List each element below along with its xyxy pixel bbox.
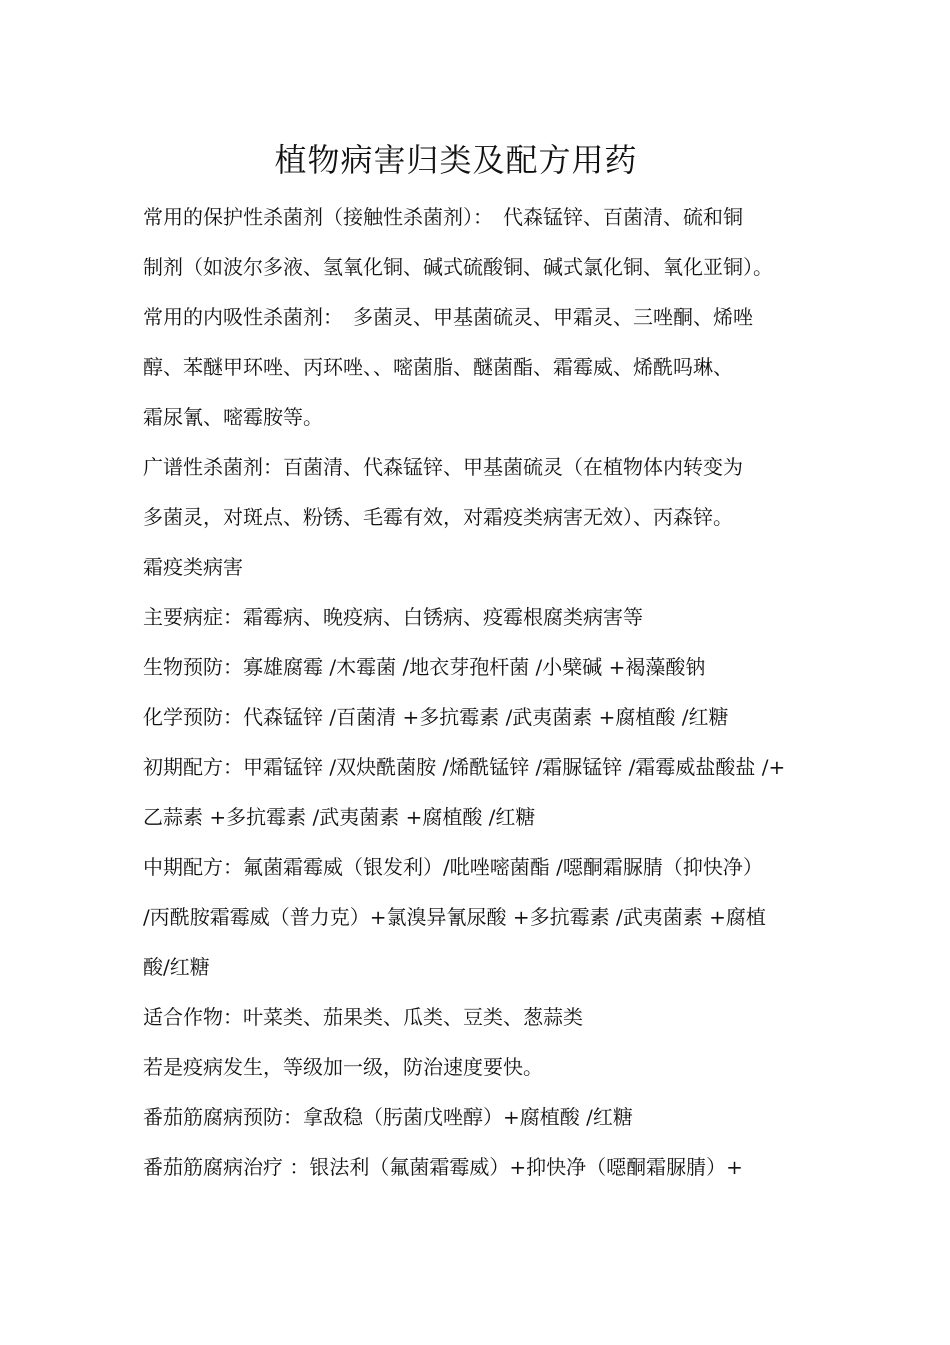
section-heading: 霜疫类病害 (143, 555, 243, 579)
text-line: 制剂（如波尔多液、氢氧化铜、碱式硫酸铜、碱式氯化铜、氧化亚铜）。 (143, 255, 773, 279)
text-line: 主要病症：霜霉病、晚疫病、白锈病、疫霉根腐类病害等 (143, 605, 643, 629)
text-line: /丙酰胺霜霉威（普力克）+氯溴异氰尿酸 +多抗霉素 /武夷菌素 +腐植 (143, 905, 766, 929)
text-line: 广谱性杀菌剂：百菌清、代森锰锌、甲基菌硫灵（在植物体内转变为 (143, 455, 743, 479)
text-line: 中期配方：氟菌霜霉威（银发利）/吡唑嘧菌酯 /噁酮霜脲腈（抑快净） (143, 855, 763, 879)
text-line: 番茄筋腐病预防：拿敌稳（肟菌戊唑醇）+腐植酸 /红糖 (143, 1105, 633, 1129)
text-line: 多菌灵，对斑点、粉锈、毛霉有效，对霜疫类病害无效）、丙森锌。 (143, 505, 733, 529)
text-line: 若是疫病发生，等级加一级，防治速度要快。 (143, 1055, 543, 1079)
text-line: 番茄筋腐病治疗 ：银法利（氟菌霜霉威）+抑快净（噁酮霜脲腈）+ (143, 1155, 743, 1179)
text-line: 生物预防：寡雄腐霉 /木霉菌 /地衣芽孢杆菌 /小檗碱 +褐藻酸钠 (143, 655, 706, 679)
text-line: 常用的内吸性杀菌剂： 多菌灵、甲基菌硫灵、甲霜灵、三唑酮、烯唑 (143, 305, 753, 329)
text-line: 初期配方：甲霜锰锌 /双炔酰菌胺 /烯酰锰锌 /霜脲锰锌 /霜霉威盐酸盐 /+ (143, 755, 786, 779)
text-line: 酸/红糖 (143, 955, 210, 979)
document-title: 植物病害归类及配方用药 (274, 141, 638, 179)
document-body (143, 197, 818, 1197)
text-line: 适合作物：叶菜类、茄果类、瓜类、豆类、葱蒜类 (143, 1005, 583, 1029)
text-line: 乙蒜素 +多抗霉素 /武夷菌素 +腐植酸 /红糖 (143, 805, 536, 829)
text-line: 醇、苯醚甲环唑、丙环唑、、嘧菌脂、醚菌酯、霜霉威、烯酰吗琳、 (143, 355, 733, 379)
text-line: 霜尿氰、嘧霉胺等。 (143, 405, 323, 429)
text-line: 化学预防：代森锰锌 /百菌清 +多抗霉素 /武夷菌素 +腐植酸 /红糖 (143, 705, 729, 729)
text-line: 常用的保护性杀菌剂（接触性杀菌剂）： 代森锰锌、百菌清、硫和铜 (143, 205, 743, 229)
